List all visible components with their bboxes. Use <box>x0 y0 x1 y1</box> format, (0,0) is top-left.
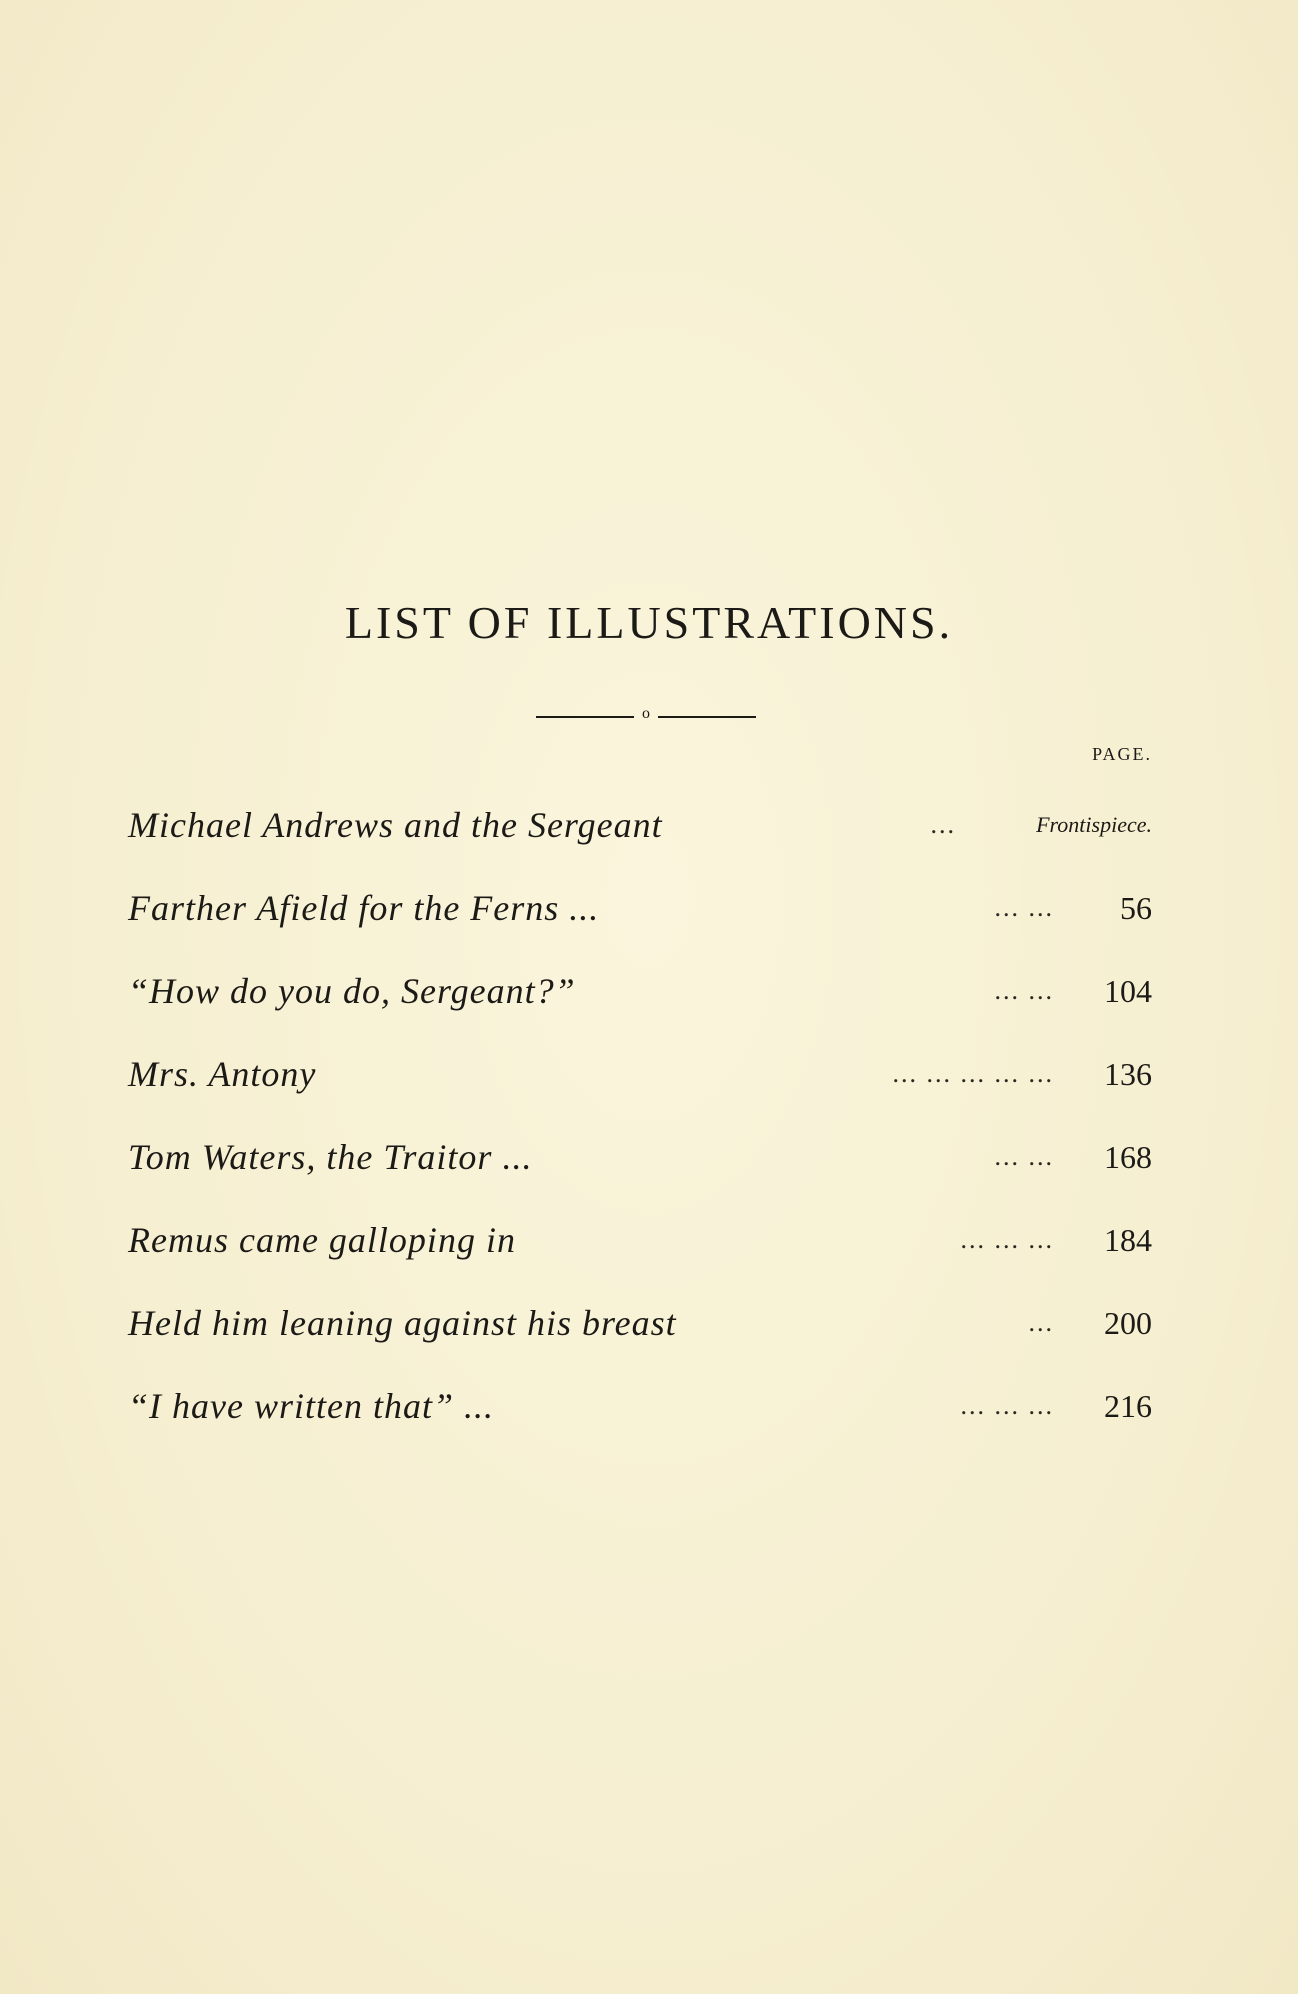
illustration-title: Remus came galloping in <box>128 1220 516 1260</box>
illustration-title: “I have written that” ... <box>128 1386 494 1426</box>
ornament-circle: o <box>642 705 650 722</box>
illustration-title: “How do you do, Sergeant?” <box>128 971 576 1011</box>
ornament-rule-right <box>658 716 756 718</box>
page-number: 216 <box>1104 1388 1152 1424</box>
dot-leader: ... ... ... <box>960 1225 1054 1254</box>
page-number: 104 <box>1104 973 1152 1009</box>
illustration-title: Farther Afield for the Ferns ... <box>128 888 600 928</box>
illustration-title: Mrs. Antony <box>128 1054 317 1094</box>
list-item <box>128 883 1152 966</box>
page-title: LIST OF ILLUSTRATIONS. <box>344 597 954 648</box>
dot-leader: ... ... <box>994 893 1054 922</box>
list-item <box>128 1215 1152 1298</box>
list-item <box>128 1132 1152 1215</box>
list-item <box>128 1298 1152 1381</box>
dot-leader: ... <box>930 810 956 839</box>
dot-leader: ... <box>1028 1308 1054 1337</box>
page-number: 184 <box>1104 1222 1152 1258</box>
list-item <box>128 1049 1152 1132</box>
dot-leader: ... ... <box>994 976 1054 1005</box>
dot-leader: ... ... ... <box>960 1391 1054 1420</box>
page-number: 56 <box>1120 890 1152 926</box>
page-number: 168 <box>1104 1139 1152 1175</box>
list-item <box>128 966 1152 1049</box>
illustration-title: Held him leaning against his breast <box>128 1303 677 1343</box>
page-number: 136 <box>1104 1056 1152 1092</box>
list-item <box>128 800 1152 883</box>
dot-leader: ... ... ... ... ... <box>892 1059 1054 1088</box>
ornament-rule-left <box>536 716 634 718</box>
dot-leader: ... ... <box>994 1142 1054 1171</box>
page-column-header: PAGE. <box>1092 744 1152 764</box>
illustration-title: Tom Waters, the Traitor ... <box>128 1137 533 1177</box>
page-number: Frontispiece. <box>1036 812 1152 837</box>
list-item <box>128 1381 1152 1464</box>
illustrations-list <box>128 800 1152 1464</box>
page-number: 200 <box>1104 1305 1152 1341</box>
title-ornament <box>536 706 756 726</box>
illustration-title: Michael Andrews and the Sergeant <box>128 805 663 845</box>
